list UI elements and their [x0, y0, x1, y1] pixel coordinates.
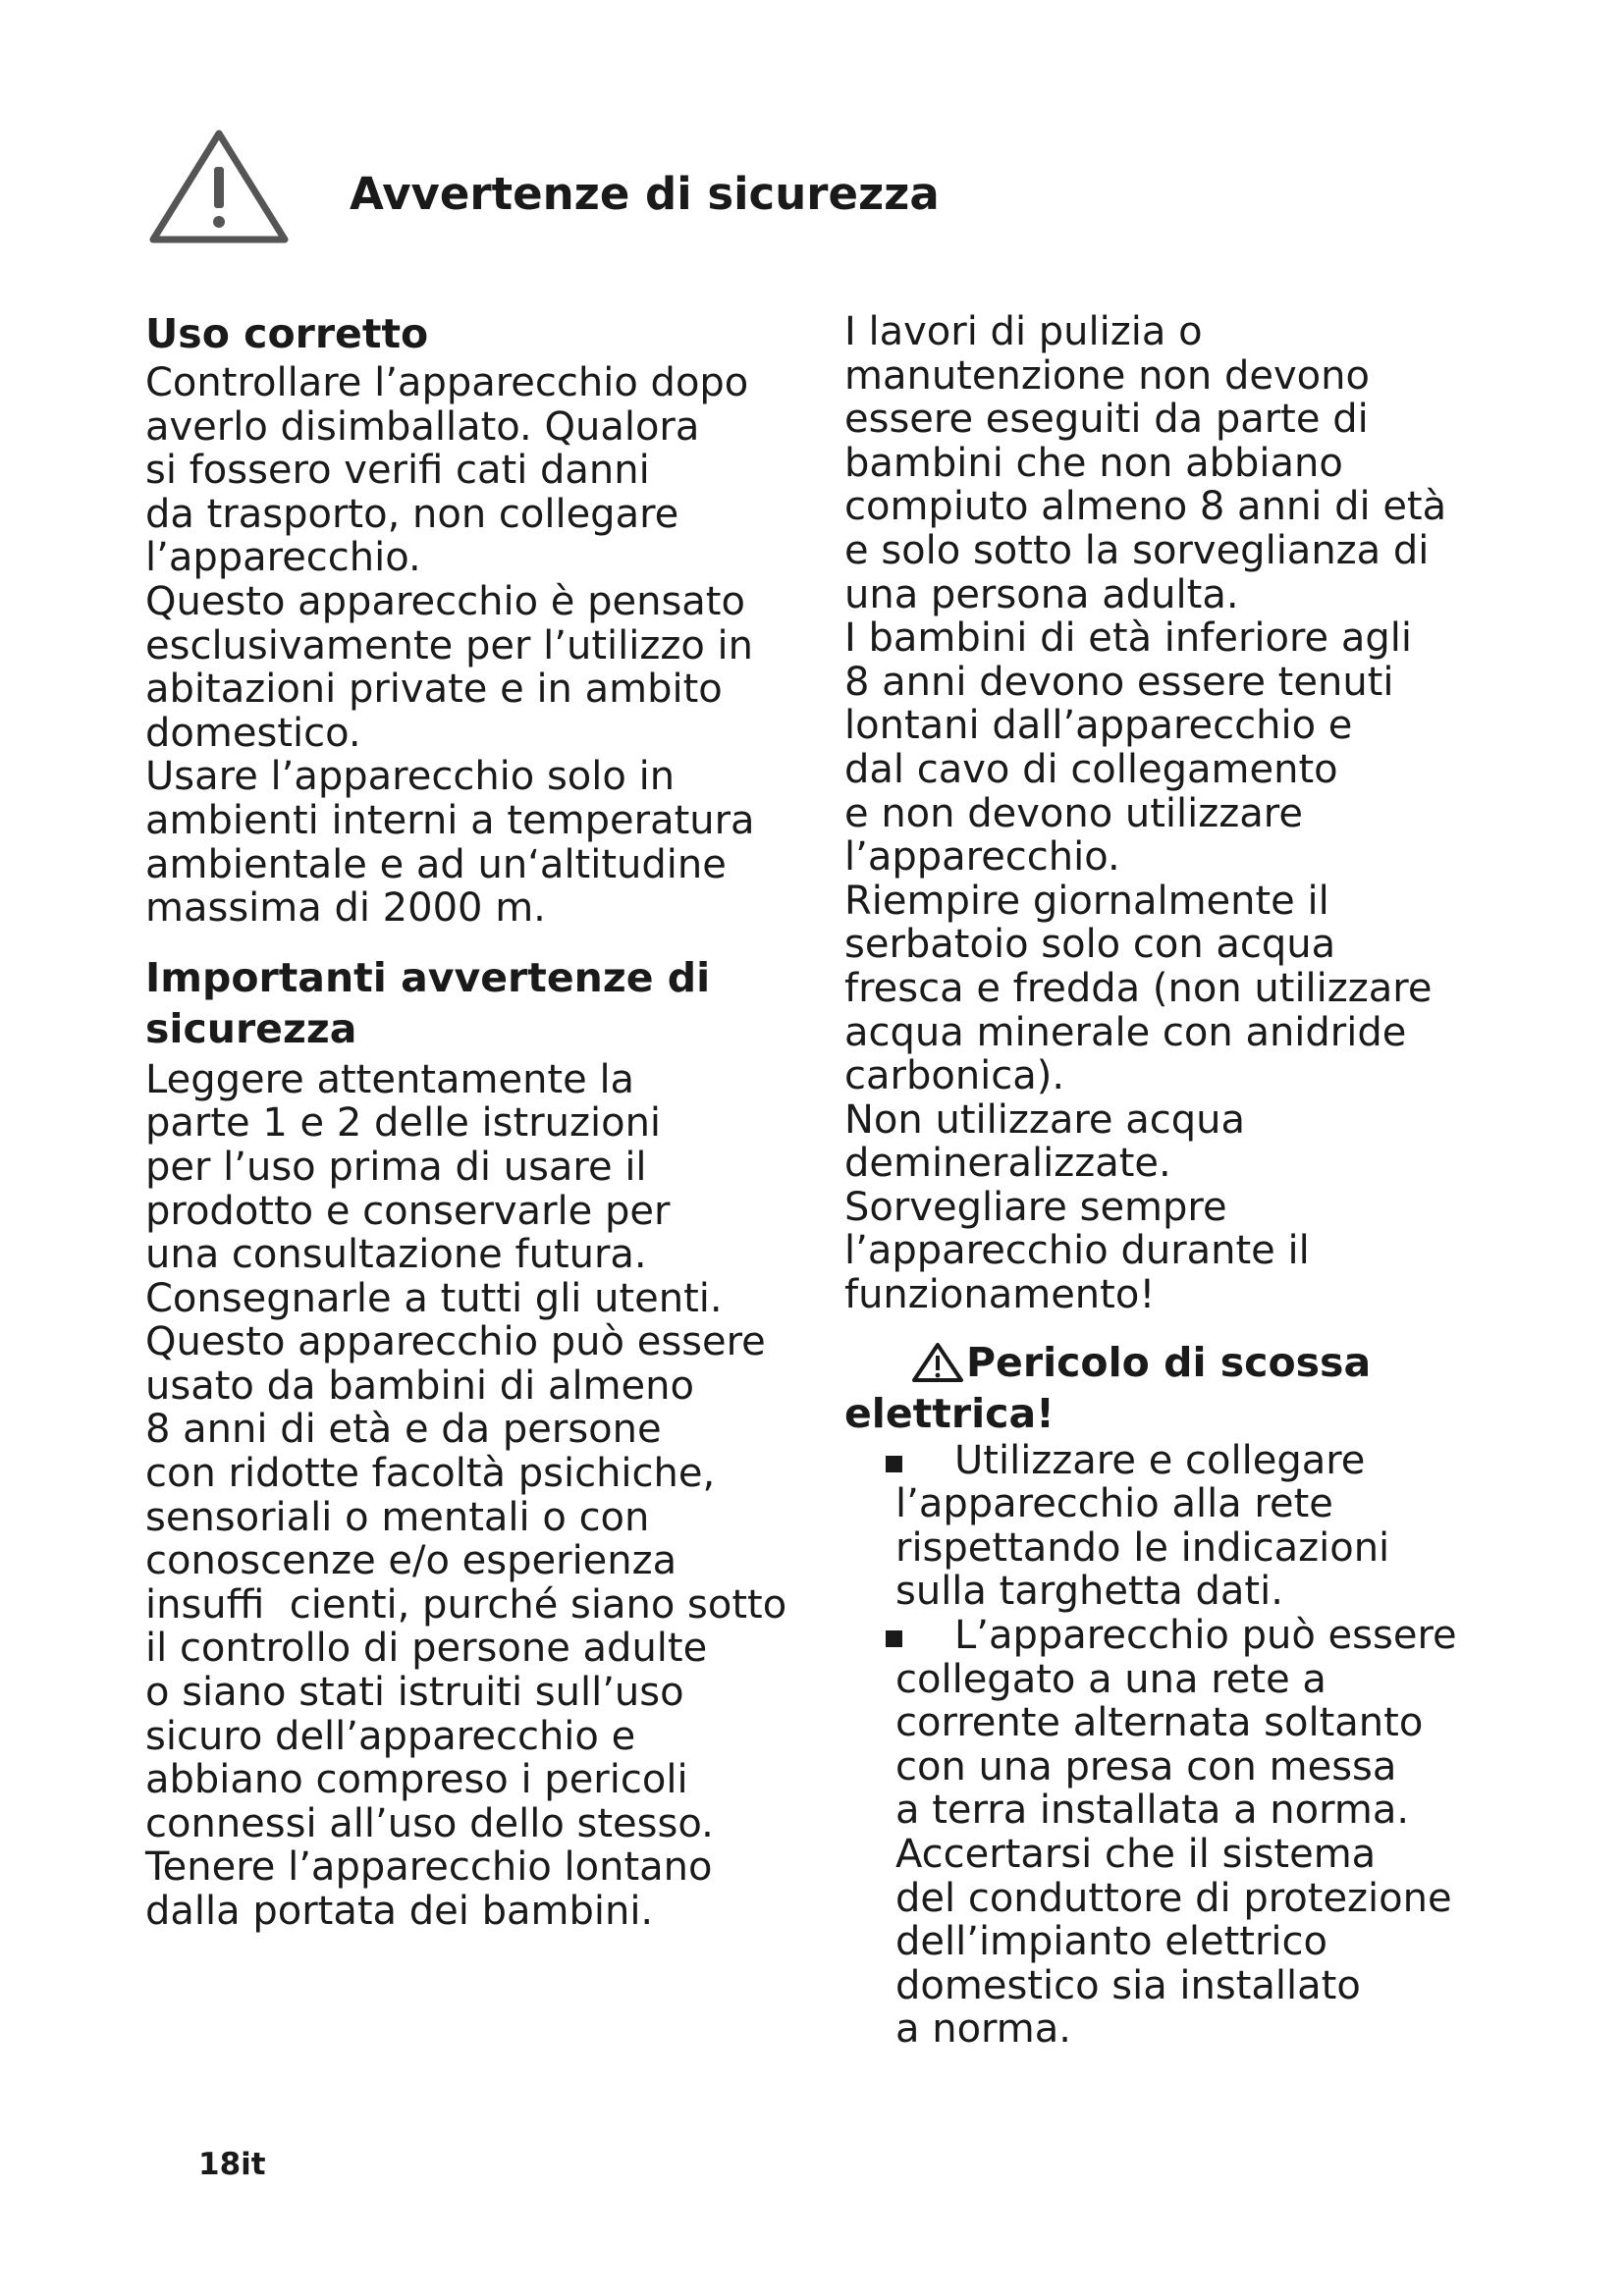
- list-item: [844, 1614, 1532, 2052]
- list-item: [844, 1439, 1532, 1614]
- page-title: Avvertenze di sicurezza: [350, 168, 940, 220]
- left-column: [145, 304, 833, 1934]
- section-heading-uso-corretto: Uso corretto: [145, 310, 429, 357]
- warning-triangle-icon: [145, 126, 293, 247]
- section-text-pulizia: I lavori di pulizia o manutenzione non devono essere eseguiti da parte di bambini che non abbiano compiuto almeno 8 anni di età e solo sotto la sorveglianza di una persona adulta. I bambini di età inferiore agli 8 anni devono essere tenuti lontani dall’apparecchio e dal cavo di collegamento e non devono utilizzare l’apparecchio. Riempire giornalmente il serbatoio solo con acqua fresca e fredda (non utilizzare acqua minerale con anidride carbonica). Non utilizzare acqua demineralizzate. Sorvegliare sempre l’apparecchio durante il funzionamento!: [844, 309, 1447, 1318]
- page-number: 18it: [198, 2147, 266, 2182]
- warning-triangle-small-icon: [911, 1342, 964, 1383]
- bullet-text: L’apparecchio può essere collegato a una rete a corrente alternata soltanto con una presa con messa a terra installata a norma. Accertarsi che il sistema del conduttore di protezione dell’impianto elettrico domestico sia installato a norma.: [895, 1613, 1457, 2053]
- right-column: [844, 304, 1532, 2052]
- section-heading-importanti: Importanti avvertenze di sicurezza: [145, 953, 711, 1052]
- section-text-uso-corretto: Controllare l’apparecchio dopo averlo disimballato. Qualora si fossero verifi cati danni da trasporto, non collegare l’apparecchio. Questo apparecchio è pensato esclusivamente per l’utilizzo in abitazioni private e in ambito domestico. Usare l’apparecchio solo in ambienti interni a temperatura ambientale e ad un‘altitudine massima di 2000 m.: [145, 360, 755, 932]
- electric-heading-line2: elettrica!: [844, 1389, 1055, 1437]
- section-heading-electric: [844, 1337, 1532, 1439]
- bullet-square-icon: [886, 1630, 902, 1647]
- bullet-square-icon: [886, 1456, 902, 1472]
- electric-heading-line1: Pericolo di scossa: [966, 1338, 1372, 1386]
- bullet-text: Utilizzare e collegare l’apparecchio alla rete rispettando le indicazioni sulla targhetta dati.: [895, 1437, 1390, 1615]
- section-text-importanti: Leggere attentamente la parte 1 e 2 delle istruzioni per l’uso prima di usare il prodotto e conservarle per una consultazione futura. Consegnarle a tutti gli utenti. Questo apparecchio può essere usato da bambini di almeno 8 anni di età e da persone con ridotte facoltà psichiche, sensoriali o mentali o con conoscenze e/o esperienza insuffi cienti, purché siano sotto il controllo di persone adulte o siano stati istruiti sull’uso sicuro dell’apparecchio e abbiano compreso i pericoli connessi all’uso dello stesso. Tenere l’apparecchio lontano dalla portata dei bambini.: [145, 1056, 787, 1934]
